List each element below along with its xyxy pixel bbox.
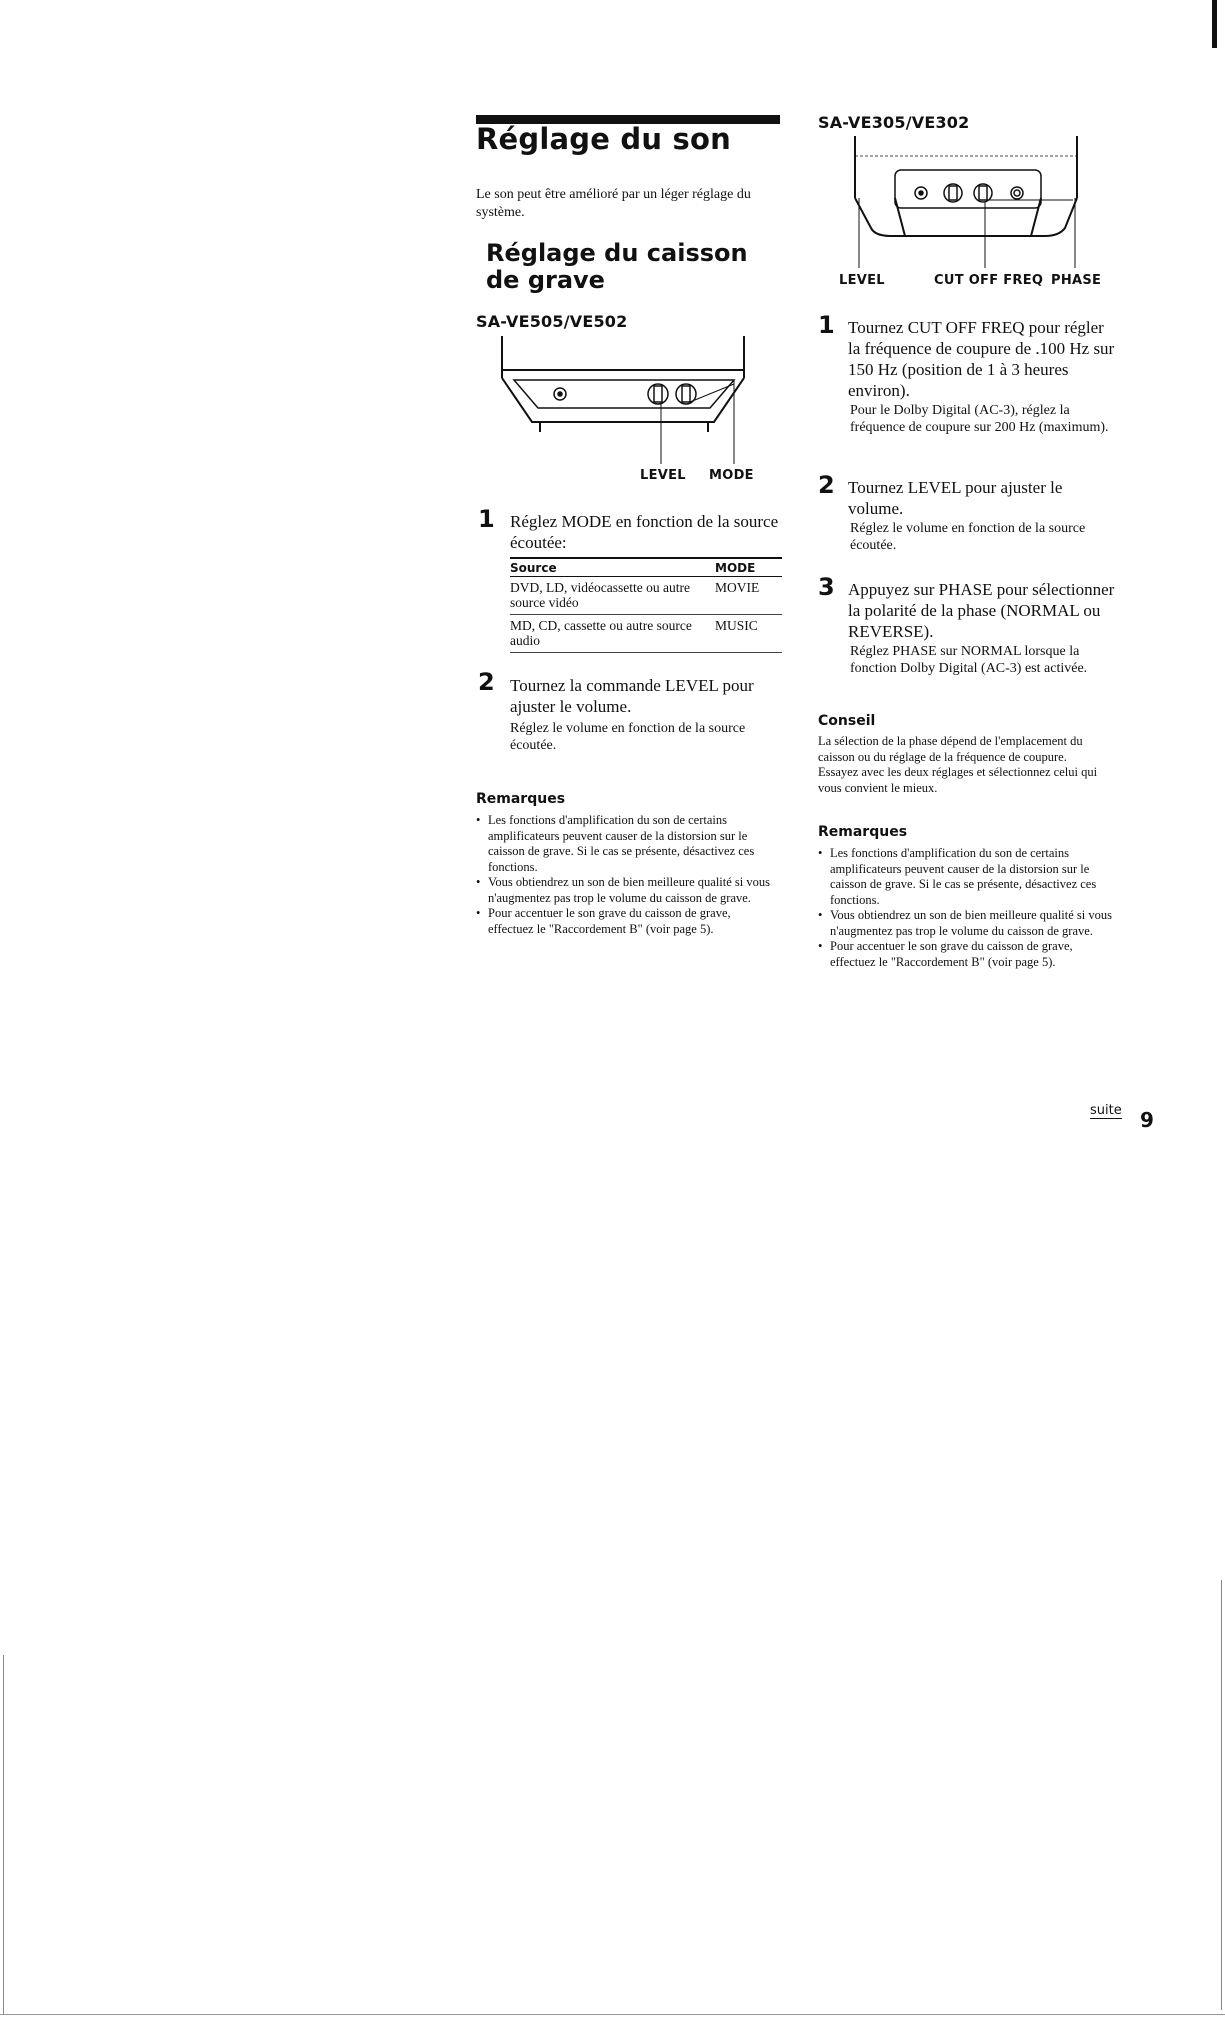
step-number: 2 [478, 668, 495, 696]
step-subtext: Réglez le volume en fonction de la source écoutée. [850, 521, 1086, 553]
subwoofer-panel-diagram-ve305 [845, 136, 1085, 276]
left-mode-label: MODE [709, 468, 754, 483]
table-cell-source: DVD, LD, vidéocassette ou autre source vidéo [510, 577, 715, 615]
intro-text: Le son peut être amélioré par un léger réglage du système. [476, 187, 751, 220]
notes-heading: Remarques [818, 824, 908, 840]
right-level-label: LEVEL [839, 273, 885, 288]
table-row [510, 615, 782, 653]
page-title: Réglage du son [476, 122, 731, 156]
mode-table-block [510, 557, 782, 653]
step-text: Tournez CUT OFF FREQ pour régler la fréquence de coupure de .100 Hz sur 150 Hz (position de 1 à 3 heures environ). [848, 318, 1115, 400]
table-cell-mode: MUSIC [715, 615, 782, 653]
scan-edge-right [1221, 1580, 1222, 2010]
table-cell-source: MD, CD, cassette ou autre source audio [510, 615, 715, 653]
step-text: Tournez LEVEL pour ajuster le volume. [848, 478, 1063, 518]
page-number: 9 [1140, 1108, 1154, 1132]
step-number: 1 [478, 505, 495, 533]
table-header-row [510, 558, 782, 577]
right-phase-label: PHASE [1051, 273, 1102, 288]
list-item: • Les fonctions d'amplification du son de certains amplificateurs peuvent causer de la distorsion sur le caisson de grave. Si le cas se présente, désactivez ces fonctions. [818, 846, 1118, 908]
left-model-label: SA-VE505/VE502 [476, 312, 628, 331]
step-text: Réglez MODE en fonction de la source écoutée: [510, 512, 779, 552]
tip-body [818, 734, 1118, 796]
step-number: 1 [818, 311, 835, 339]
mode-table [510, 557, 782, 653]
tip-heading: Conseil [818, 713, 876, 729]
scan-edge-bottom [0, 2014, 1225, 2015]
scan-edge-left [3, 1655, 4, 2015]
step-number: 3 [818, 573, 835, 601]
table-row [510, 577, 782, 615]
table-header-mode: MODE [715, 558, 782, 577]
notes-list [818, 846, 1118, 970]
table-header-source: Source [510, 558, 715, 577]
step-text: Appuyez sur PHASE pour sélectionner la polarité de la phase (NORMAL ou REVERSE). [848, 580, 1115, 641]
section-heading: Réglage du caisson de grave [486, 239, 748, 294]
notes-list [476, 813, 776, 937]
step-subtext: Réglez le volume en fonction de la source écoutée. [510, 721, 746, 753]
notes-heading: Remarques [476, 791, 566, 807]
step-subtext: Réglez PHASE sur NORMAL lorsque la fonction Dolby Digital (AC-3) est activée. [850, 644, 1088, 676]
list-item: • Pour accentuer le son grave du caisson de grave, effectuez le "Raccordement B" (voir page 5). [476, 906, 776, 937]
left-level-label: LEVEL [640, 468, 686, 483]
tip-paragraph: Essayez avec les deux réglages et sélectionnez celui qui vous convient le mieux. [818, 765, 1098, 795]
list-item: • Les fonctions d'amplification du son de certains amplificateurs peuvent causer de la distorsion sur le caisson de grave. Si le cas se présente, désactivez ces fonctions. [476, 813, 776, 875]
page-edge-mark [1212, 0, 1217, 48]
list-item: • Vous obtiendrez un son de bien meilleure qualité si vous n'augmentez pas trop le volume du caisson de grave. [476, 875, 776, 906]
subwoofer-panel-diagram-ve505 [496, 336, 756, 466]
step-subtext: Pour le Dolby Digital (AC-3), réglez la fréquence de coupure sur 200 Hz (maximum). [850, 403, 1109, 435]
table-cell-mode: MOVIE [715, 577, 782, 615]
right-model-label: SA-VE305/VE302 [818, 113, 970, 132]
right-cutoff-label: CUT OFF FREQ [934, 273, 1044, 288]
tip-paragraph: La sélection de la phase dépend de l'emplacement du caisson ou du réglage de la fréquence de coupure. [818, 734, 1083, 764]
list-item: • Pour accentuer le son grave du caisson de grave, effectuez le "Raccordement B" (voir page 5). [818, 939, 1118, 970]
step-text: Tournez la commande LEVEL pour ajuster le volume. [510, 676, 754, 716]
step-number: 2 [818, 471, 835, 499]
list-item: • Vous obtiendrez un son de bien meilleure qualité si vous n'augmentez pas trop le volume du caisson de grave. [818, 908, 1118, 939]
continued-label: suite [1090, 1103, 1122, 1118]
